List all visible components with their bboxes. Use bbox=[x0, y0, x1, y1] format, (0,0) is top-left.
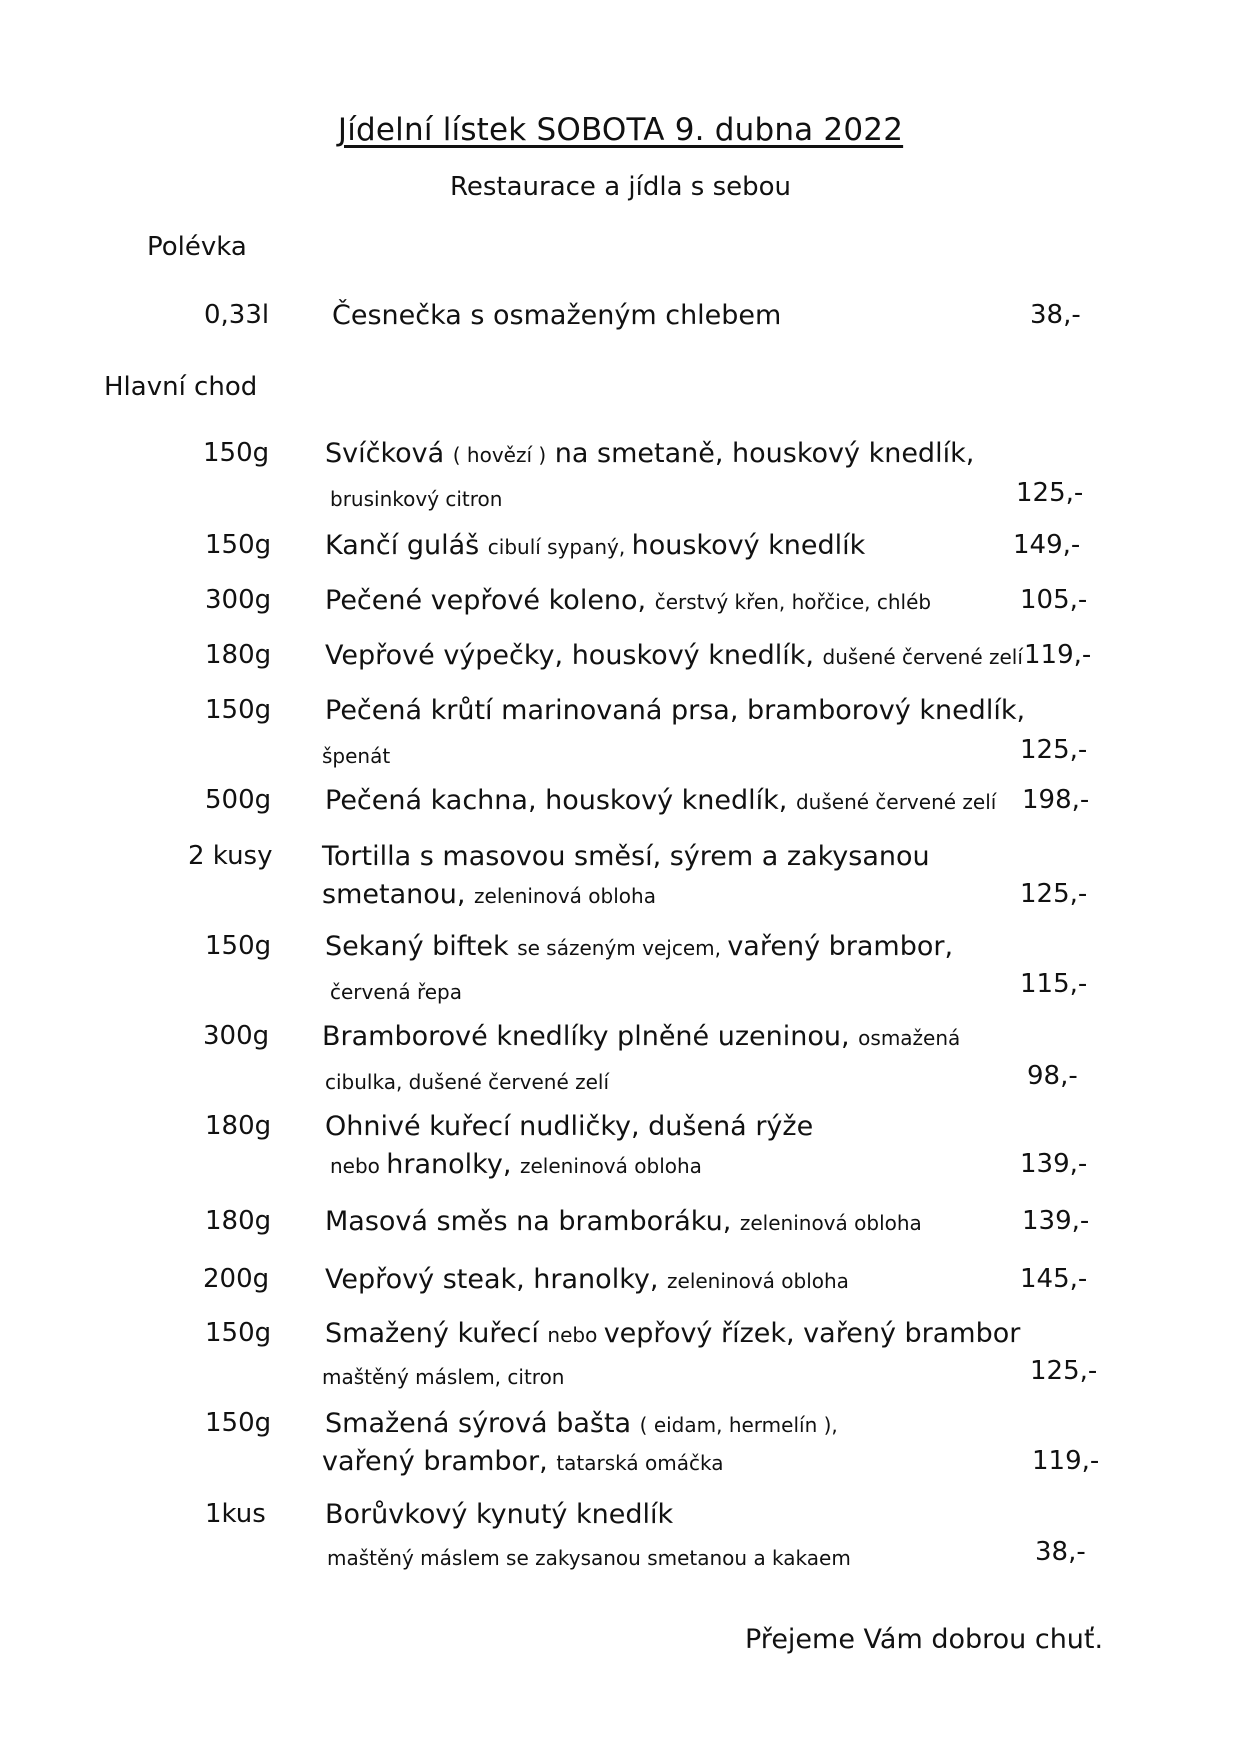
item-quantity: 150g bbox=[205, 1408, 272, 1438]
item-price: 38,- bbox=[1035, 1537, 1086, 1567]
item-line-1: Smažený kuřecí nebo vepřový řízek, vařený brambor bbox=[325, 1318, 1021, 1349]
item-line-2: nebo hranolky, zeleninová obloha bbox=[330, 1149, 702, 1180]
section-heading-soup: Polévka bbox=[147, 232, 247, 262]
item-line-2: smetanou, zeleninová obloha bbox=[322, 879, 656, 910]
item-quantity: 150g bbox=[205, 931, 272, 961]
item-quantity: 180g bbox=[205, 1111, 272, 1141]
item-name: Česnečka s osmaženým chlebem bbox=[332, 300, 782, 331]
item-quantity: 180g bbox=[205, 640, 272, 670]
item-quantity: 150g bbox=[205, 530, 272, 560]
item-line-1: Pečená krůtí marinovaná prsa, bramborový knedlík, bbox=[325, 695, 1026, 726]
item-line-1: Borůvkový kynutý knedlík bbox=[325, 1499, 674, 1530]
item-price: 139,- bbox=[1020, 1149, 1088, 1179]
item-line-2: maštěný máslem se zakysanou smetanou a kakaem bbox=[327, 1546, 851, 1570]
item-price: 115,- bbox=[1020, 969, 1088, 999]
item-line-1: Pečené vepřové koleno, čerstvý křen, hořčice, chléb bbox=[325, 585, 932, 616]
item-price: 198,- bbox=[1022, 785, 1090, 815]
item-price: 105,- bbox=[1020, 585, 1088, 615]
item-line-1: Vepřový steak, hranolky, zeleninová obloha bbox=[325, 1264, 849, 1295]
item-quantity: 150g bbox=[205, 695, 272, 725]
item-quantity: 300g bbox=[203, 1021, 270, 1051]
item-quantity: 500g bbox=[205, 785, 272, 815]
item-line-2: špenát bbox=[322, 744, 391, 768]
item-price: 145,- bbox=[1020, 1264, 1088, 1294]
item-line-1: Sekaný biftek se sázeným vejcem, vařený brambor, bbox=[325, 931, 954, 962]
item-price: 125,- bbox=[1020, 735, 1088, 765]
item-line-2: maštěný máslem, citron bbox=[322, 1365, 565, 1389]
item-price: 149,- bbox=[1013, 530, 1081, 560]
section-heading-main: Hlavní chod bbox=[104, 372, 258, 402]
item-line-1: Kančí guláš cibulí sypaný, houskový knedlík bbox=[325, 530, 866, 561]
item-line-1: Masová směs na bramboráku, zeleninová obloha bbox=[325, 1206, 922, 1237]
closing-greeting: Přejeme Vám dobrou chuť. bbox=[745, 1624, 1104, 1655]
item-price: 119,- bbox=[1032, 1446, 1100, 1476]
item-line-2: cibulka, dušené červené zelí bbox=[325, 1070, 610, 1094]
item-price: 38,- bbox=[1030, 300, 1081, 330]
item-price: 139,- bbox=[1022, 1206, 1090, 1236]
menu-title: Jídelní lístek SOBOTA 9. dubna 2022 bbox=[337, 112, 904, 148]
item-quantity: 200g bbox=[203, 1264, 270, 1294]
item-line-1: Vepřové výpečky, houskový knedlík, dušené červené zelí bbox=[325, 640, 1023, 671]
item-line-2: brusinkový citron bbox=[330, 487, 503, 511]
item-price: 119,- bbox=[1024, 640, 1092, 670]
item-quantity: 0,33l bbox=[204, 300, 270, 330]
item-line-1: Tortilla s masovou směsí, sýrem a zakysanou bbox=[322, 841, 930, 872]
item-price: 125,- bbox=[1020, 879, 1088, 909]
item-quantity: 150g bbox=[205, 1318, 272, 1348]
item-quantity: 180g bbox=[205, 1206, 272, 1236]
item-line-1: Bramborové knedlíky plněné uzeninou, osmažená bbox=[322, 1021, 961, 1052]
item-line-1: Pečená kachna, houskový knedlík, dušené červené zelí bbox=[325, 785, 997, 816]
item-price: 125,- bbox=[1030, 1356, 1098, 1386]
item-price: 98,- bbox=[1027, 1061, 1078, 1091]
item-quantity: 300g bbox=[205, 585, 272, 615]
item-line-1: Smažená sýrová bašta ( eidam, hermelín ), bbox=[325, 1408, 838, 1439]
menu-subtitle: Restaurace a jídla s sebou bbox=[449, 172, 792, 202]
item-quantity: 150g bbox=[203, 438, 270, 468]
item-line-1: Ohnivé kuřecí nudličky, dušená rýže bbox=[325, 1111, 814, 1142]
item-quantity: 2 kusy bbox=[188, 841, 273, 871]
item-price: 125,- bbox=[1016, 478, 1084, 508]
item-line-2: červená řepa bbox=[330, 980, 462, 1004]
item-line-2: vařený brambor, tatarská omáčka bbox=[322, 1446, 724, 1477]
item-line-1: Svíčková ( hovězí ) na smetaně, houskový knedlík, bbox=[325, 438, 975, 469]
item-quantity: 1kus bbox=[205, 1499, 266, 1529]
